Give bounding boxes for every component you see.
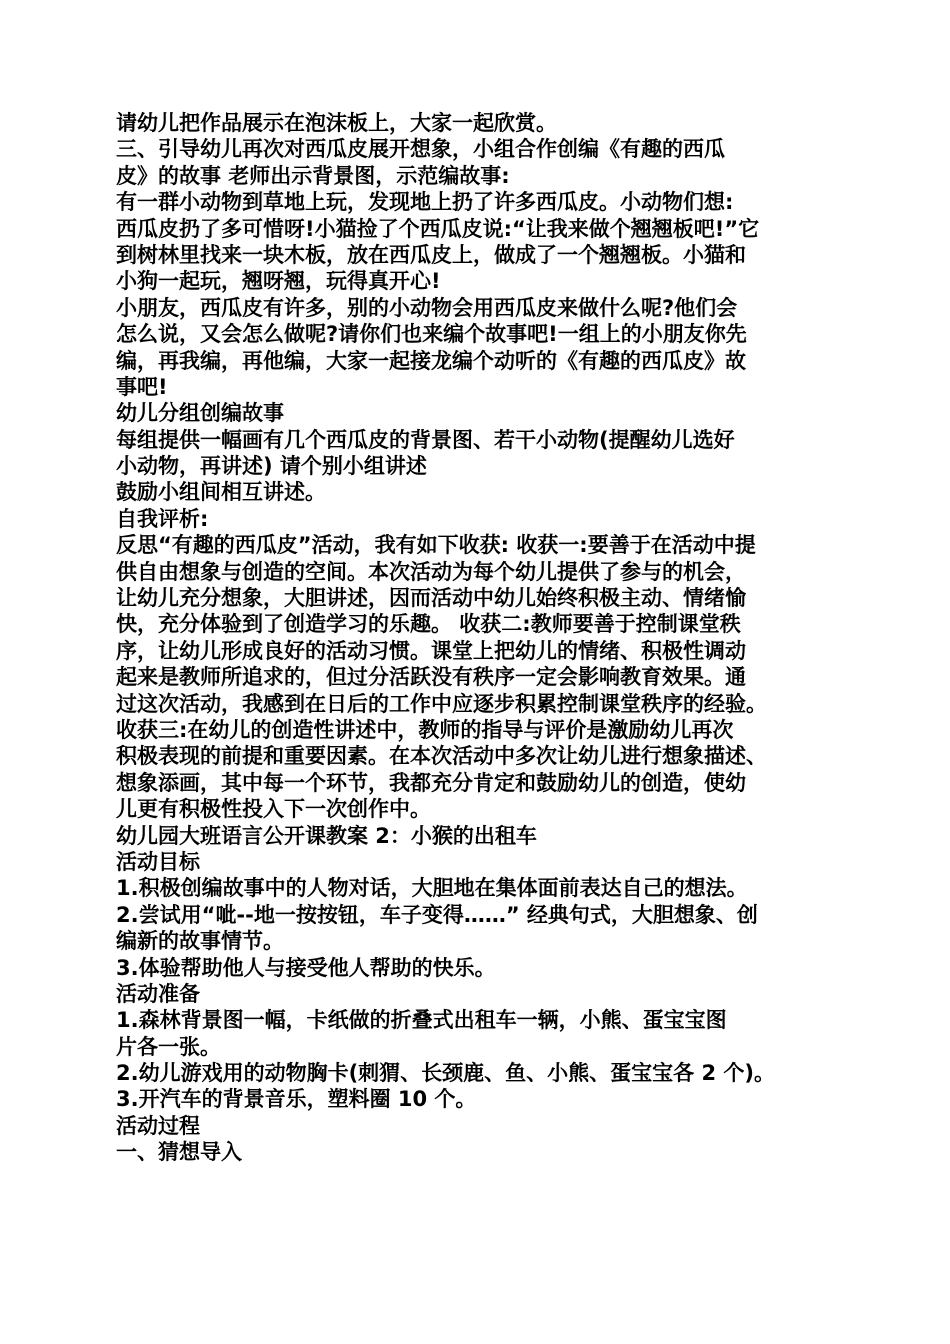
- text-line: 积极表现的前提和重要因素。在本次活动中多次让幼儿进行想象描述、: [116, 744, 767, 769]
- text-line: 儿更有积极性投入下一次创作中。: [116, 797, 431, 822]
- text-line: 1.森林背景图一幅，卡纸做的折叠式出租车一辆，小熊、蛋宝宝图: [116, 1008, 727, 1033]
- text-line: 请幼儿把作品展示在泡沫板上，大家一起欣赏。: [116, 111, 557, 135]
- text-line: 2.尝试用“呲--地一按按钮，车子变得……” 经典句式，大胆想象、创: [116, 902, 758, 927]
- text-line: 三、引导幼儿再次对西瓜皮展开想象，小组合作创编《有趣的西瓜: [116, 137, 725, 162]
- text-line: 事吧!: [116, 374, 168, 399]
- text-line: 编新的故事情节。: [116, 929, 284, 954]
- text-line: 到树林里找来一块木板，放在西瓜皮上，做成了一个翘翘板。小猫和: [116, 242, 746, 267]
- text-line: 一、猜想导入: [116, 1140, 242, 1165]
- text-line: 每组提供一幅画有几个西瓜皮的背景图、若干小动物(提醒幼儿选好: [116, 427, 735, 452]
- text-line: 幼儿分组创编故事: [116, 401, 284, 426]
- text-line: 自我评析:: [116, 506, 209, 531]
- text-line: 2.幼儿游戏用的动物胸卡(刺猬、长颈鹿、鱼、小熊、蛋宝宝各 2 个)。: [116, 1061, 776, 1086]
- text-line: 鼓励小组间相互讲述。: [116, 480, 326, 505]
- text-line: 西瓜皮扔了多可惜呀!小猫捡了个西瓜皮说:“让我来做个翘翘板吧!”它: [116, 216, 760, 241]
- text-line: 收获三:在幼儿的创造性讲述中，教师的指导与评价是激励幼儿再次: [116, 717, 734, 742]
- text-line: 皮》的故事 老师出示背景图，示范编故事:: [116, 163, 510, 188]
- text-line: 快，充分体验到了创造学习的乐趣。 收获二:教师要善于控制课堂秩: [116, 612, 741, 637]
- text-line: 3.开汽车的背景音乐，塑料圈 10 个。: [116, 1087, 477, 1112]
- document-body: [116, 110, 856, 1166]
- text-line: 片各一张。: [116, 1034, 221, 1059]
- text-line: 过这次活动，我感到在日后的工作中应逐步积累控制课堂秩序的经验。: [116, 691, 767, 716]
- text-line: 让幼儿充分想象，大胆讲述，因而活动中幼儿始终积极主动、情绪愉: [116, 586, 746, 611]
- text-line: 供自由想象与创造的空间。本次活动为每个幼儿提供了参与的机会，: [116, 559, 746, 584]
- text-line: 序，让幼儿形成良好的活动习惯。课堂上把幼儿的情绪、积极性调动: [116, 638, 746, 663]
- text-line: 有一群小动物到草地上玩，发现地上扔了许多西瓜皮。小动物们想:: [116, 190, 734, 215]
- text-line: 怎么说，又会怎么做呢?请你们也来编个故事吧!一组上的小朋友你先: [116, 322, 747, 347]
- text-line: 活动准备: [116, 981, 200, 1006]
- text-line: 反思“有趣的西瓜皮”活动，我有如下收获: 收获一:要善于在活动中提: [116, 533, 756, 558]
- text-line: 编，再我编，再他编，大家一起接龙编个动听的《有趣的西瓜皮》故: [116, 348, 746, 373]
- text-line: 想象添画，其中每一个环节，我都充分肯定和鼓励幼儿的创造，使幼: [116, 770, 746, 795]
- text-line: 1.积极创编故事中的人物对话，大胆地在集体面前表达自己的想法。: [116, 876, 748, 901]
- text-line: 小朋友，西瓜皮有许多，别的小动物会用西瓜皮来做什么呢?他们会: [116, 295, 738, 320]
- text-line: 幼儿园大班语言公开课教案 2：小猴的出租车: [116, 823, 537, 848]
- text-line: 小动物，再讲述) 请个别小组讲述: [116, 454, 427, 479]
- text-line: 活动过程: [116, 1113, 200, 1138]
- text-line: 小狗一起玩，翘呀翘，玩得真开心!: [116, 269, 441, 294]
- text-line: 起来是教师所追求的，但过分活跃没有秩序一定会影响教育效果。通: [116, 665, 746, 690]
- text-line: 活动目标: [116, 849, 200, 874]
- text-line: 3.体验帮助他人与接受他人帮助的快乐。: [116, 955, 496, 980]
